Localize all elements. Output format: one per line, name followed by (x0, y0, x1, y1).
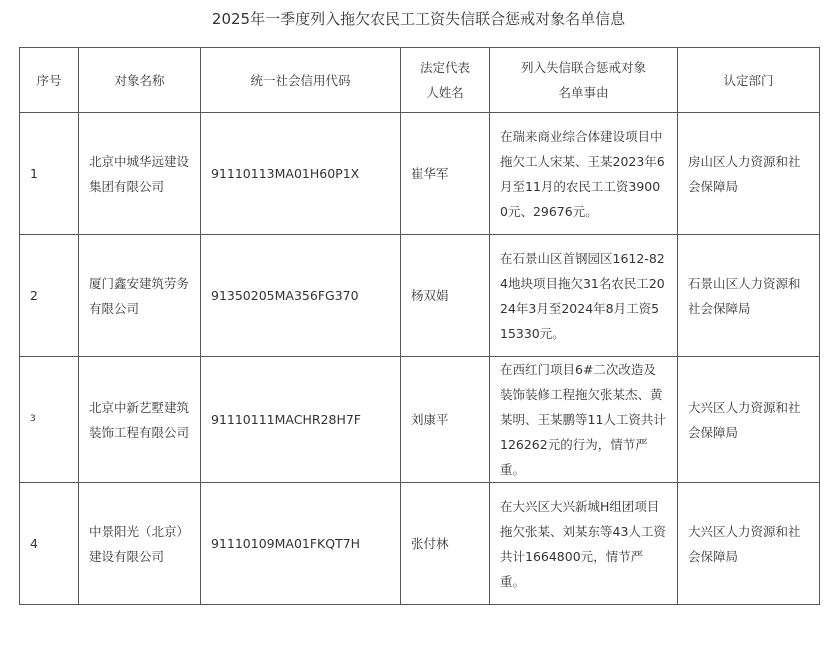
table-row (20, 113, 820, 235)
cell-name: 中景阳光（北京）建设有限公司 (79, 483, 201, 605)
cell-credit-code: 91110113MA01H60P1X (201, 113, 401, 235)
table-header-row (20, 48, 820, 113)
cell-seq: 4 (20, 483, 79, 605)
cell-reason: 在西红门项目6#二次改造及装饰装修工程拖欠张某杰、黄某明、王某鹏等11人工资共计126262元的行为，情节严重。 (490, 357, 678, 483)
blacklist-table (19, 47, 820, 605)
header-credit-code: 统一社会信用代码 (201, 48, 401, 113)
cell-reason: 在瑞来商业综合体建设项目中拖欠工人宋某、王某2023年6月至11月的农民工工资39000元、29676元。 (490, 113, 678, 235)
cell-legal-rep: 崔华军 (401, 113, 490, 235)
header-department: 认定部门 (678, 48, 820, 113)
cell-credit-code: 91110109MA01FKQT7H (201, 483, 401, 605)
cell-seq: 1 (20, 113, 79, 235)
document-title: 2025年一季度列入拖欠农民工工资失信联合惩戒对象名单信息 (211, 10, 626, 28)
cell-seq: 3 (20, 357, 79, 483)
cell-department: 大兴区人力资源和社会保障局 (678, 483, 820, 605)
cell-department: 房山区人力资源和社会保障局 (678, 113, 820, 235)
cell-department: 石景山区人力资源和社会保障局 (678, 235, 820, 357)
cell-legal-rep: 刘康平 (401, 357, 490, 483)
cell-name: 厦门鑫安建筑劳务有限公司 (79, 235, 201, 357)
cell-department: 大兴区人力资源和社会保障局 (678, 357, 820, 483)
cell-reason: 在石景山区首钢园区1612-824地块项目拖欠31名农民工2024年3月至2024年8月工资515330元。 (490, 235, 678, 357)
header-name: 对象名称 (79, 48, 201, 113)
cell-legal-rep: 杨双娟 (401, 235, 490, 357)
header-reason: 列入失信联合惩戒对象名单事由 (490, 48, 678, 113)
cell-credit-code: 91110111MACHR28H7F (201, 357, 401, 483)
cell-reason: 在大兴区大兴新城H组团项目拖欠张某、刘某东等43人工资共计1664800元，情节严重。 (490, 483, 678, 605)
cell-name: 北京中城华远建设集团有限公司 (79, 113, 201, 235)
cell-credit-code: 91350205MA356FG370 (201, 235, 401, 357)
cell-seq: 2 (20, 235, 79, 357)
header-legal-rep: 法定代表人姓名 (401, 48, 490, 113)
table-row (20, 235, 820, 357)
header-seq: 序号 (20, 48, 79, 113)
table-row (20, 483, 820, 605)
cell-name: 北京中新艺墅建筑装饰工程有限公司 (79, 357, 201, 483)
cell-legal-rep: 张付林 (401, 483, 490, 605)
table-row (20, 357, 820, 483)
